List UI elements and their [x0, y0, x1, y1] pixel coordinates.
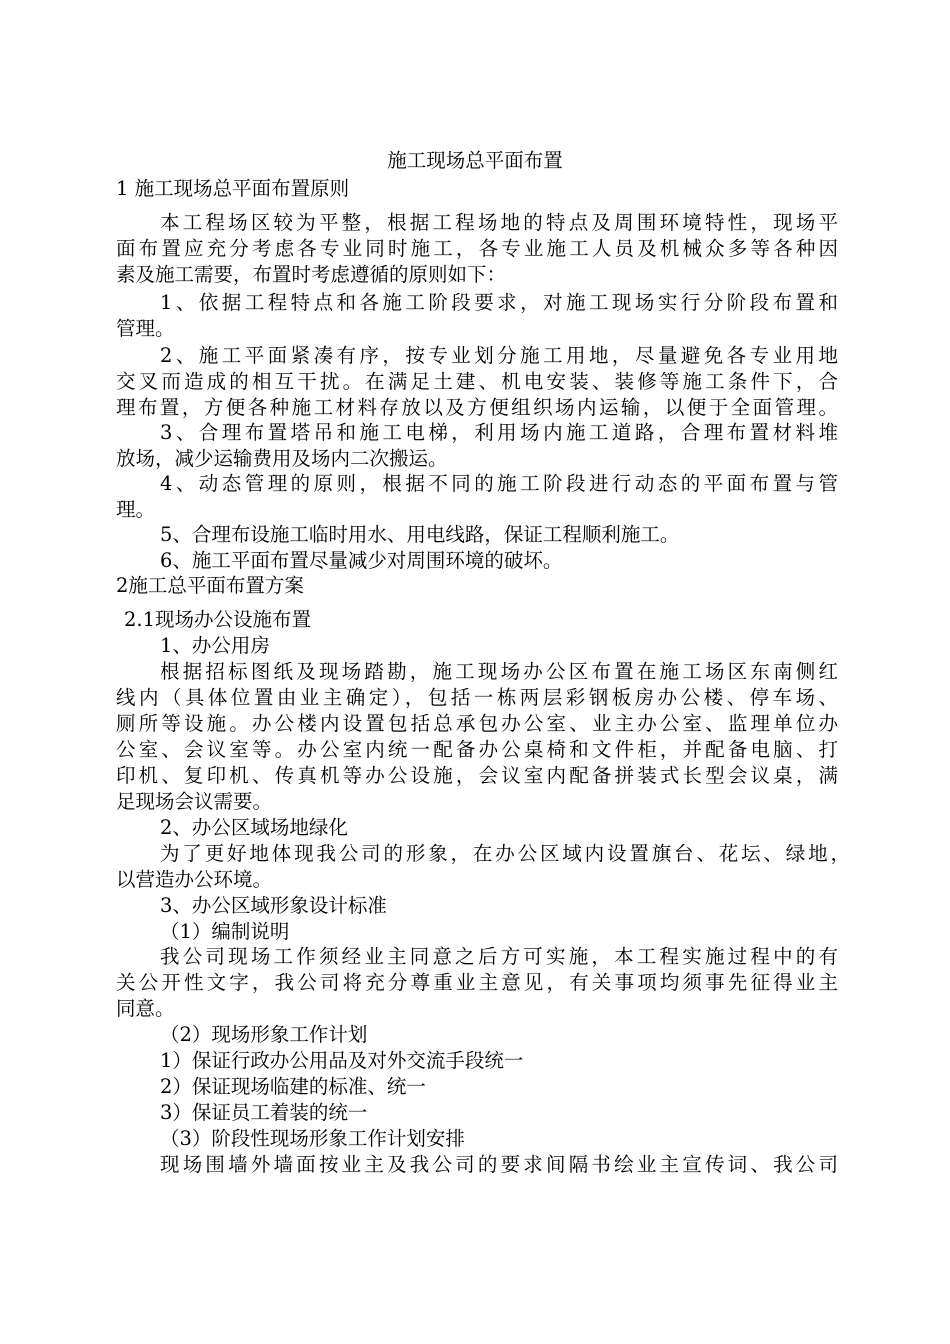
subsection-2-1-heading: 2.1现场办公设施布置	[124, 608, 312, 631]
paragraph-line: 同意。	[116, 997, 175, 1020]
principle-1-cont: 管理。	[116, 317, 175, 340]
principle-6: 6、施工平面布置尽量减少对周围环境的破坏。	[160, 549, 563, 572]
principle-4-cont: 理。	[116, 498, 156, 521]
principle-3: 3、合理布置塔吊和施工电梯，利用场内施工道路，合理布置材料堆	[160, 421, 838, 444]
principle-1: 1、依据工程特点和各施工阶段要求，对施工现场实行分阶段布置和	[160, 291, 838, 314]
paragraph-line: 线内（具体位置由业主确定），包括一栋两层彩钢板房办公楼、停车场、	[116, 686, 838, 709]
document-title: 施工现场总平面布置	[387, 149, 563, 172]
principle-2-cont: 理布置，方便各种施工材料存放以及方便组织场内运输，以便于全面管理。	[116, 396, 838, 419]
paragraph-line: 关公开性文字，我公司将充分尊重业主意见，有关事项均须事先征得业主	[116, 971, 838, 994]
paragraph-line: 面布置应充分考虑各专业同时施工，各专业施工人员及机械众多等各种因	[116, 237, 838, 260]
paragraph-line: 现场围墙外墙面按业主及我公司的要求间隔书绘业主宣传词、我公司	[160, 1153, 838, 1176]
plan-title: （2）现场形象工作计划	[160, 1023, 368, 1046]
plan-item: 1）保证行政办公用品及对外交流手段统一	[160, 1049, 524, 1072]
plan-item: 3）保证员工着装的统一	[160, 1101, 368, 1124]
paragraph-line: 以营造办公环境。	[116, 868, 273, 891]
paragraph-line: 公室、会议室等。办公室内统一配备办公桌椅和文件柜，并配备电脑、打	[116, 738, 838, 761]
stage-title: （3）阶段性现场形象工作计划安排	[160, 1127, 465, 1150]
principle-2-cont: 交叉而造成的相互干扰。在满足土建、机电安装、装修等施工条件下，合	[116, 370, 838, 393]
paragraph-line: 本工程场区较为平整，根据工程场地的特点及周围环境特性，现场平	[160, 211, 838, 234]
paragraph-line: 素及施工需要，布置时考虑遵循的原则如下：	[116, 263, 507, 286]
paragraph-line: 厕所等设施。办公楼内设置包括总承包办公室、业主办公室、监理单位办	[116, 712, 838, 735]
paragraph-line: 为了更好地体现我公司的形象，在办公区域内设置旗台、花坛、绿地，	[160, 842, 850, 865]
image-standard-title: 3、办公区域形象设计标准	[160, 894, 387, 917]
greening-title: 2、办公区域场地绿化	[160, 816, 348, 839]
section-1-heading: 1 施工现场总平面布置原则	[116, 177, 350, 200]
paragraph-line: 足现场会议需要。	[116, 790, 273, 813]
office-title: 1、办公用房	[160, 634, 270, 657]
principle-3-cont: 放场，减少运输费用及场内二次搬运。	[116, 447, 448, 470]
paragraph-line: 印机、复印机、传真机等办公设施，会议室内配备拼装式长型会议桌，满	[116, 764, 838, 787]
paragraph-line: 根据招标图纸及现场踏勘，施工现场办公区布置在施工场区东南侧红	[160, 660, 838, 683]
compile-title: （1）编制说明	[160, 920, 290, 943]
plan-item: 2）保证现场临建的标准、统一	[160, 1075, 426, 1098]
principle-5: 5、合理布设施工临时用水、用电线路，保证工程顺利施工。	[160, 523, 680, 546]
principle-2: 2、施工平面紧凑有序，按专业划分施工用地，尽量避免各专业用地	[160, 344, 838, 367]
paragraph-line: 我公司现场工作须经业主同意之后方可实施，本工程实施过程中的有	[160, 945, 838, 968]
principle-4: 4、动态管理的原则，根据不同的施工阶段进行动态的平面布置与管	[160, 472, 838, 495]
section-2-heading: 2施工总平面布置方案	[116, 574, 304, 597]
